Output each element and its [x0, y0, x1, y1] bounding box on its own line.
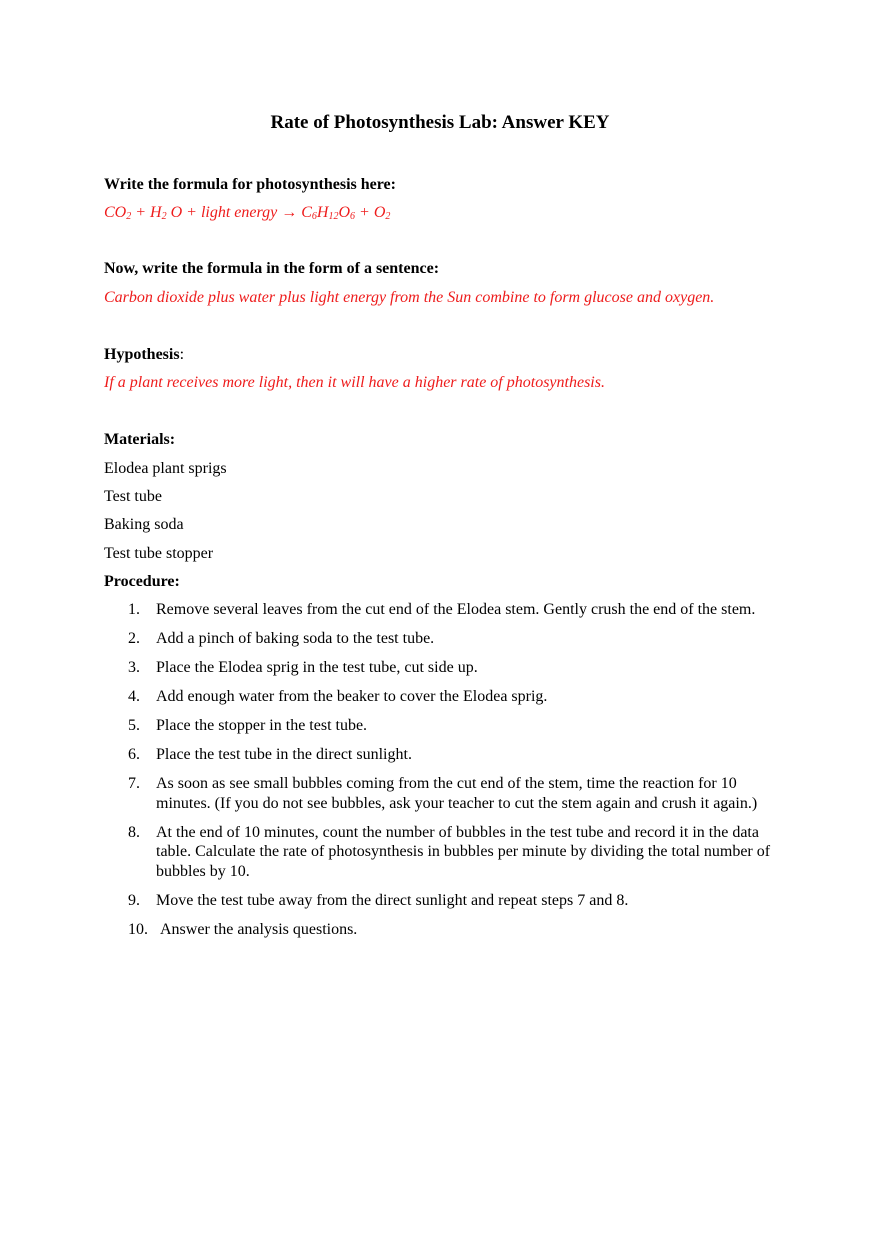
formula-plus3: + O — [355, 204, 386, 221]
procedure-step-number: 6. — [128, 746, 140, 763]
procedure-step-number: 9. — [128, 891, 140, 909]
formula-o3-sub: 2 — [385, 211, 391, 222]
formula-plus2: + light energy → C — [182, 204, 312, 221]
procedure-step — [104, 629, 784, 649]
procedure-step — [104, 745, 784, 765]
procedure-step-text: Place the stopper in the test tube. — [156, 717, 368, 734]
formula-plus1: + — [131, 204, 151, 221]
hypothesis-answer: If a plant receives more light, then it will have a higher rate of photosynthesis. — [104, 374, 605, 391]
procedure-step-number: 8. — [128, 823, 140, 841]
procedure-step-number: 7. — [128, 775, 140, 792]
materials-heading: Materials: — [104, 431, 176, 448]
formula-o2: O — [338, 204, 351, 221]
formula-co: CO — [104, 204, 127, 221]
procedure-list — [104, 600, 784, 949]
formula-prompt: Write the formula for photosynthesis here: — [104, 176, 396, 193]
formula-c-sub: 6 — [311, 211, 317, 222]
materials-item: Elodea plant sprigs — [104, 460, 227, 477]
procedure-step-number: 1. — [128, 601, 140, 618]
procedure-step — [104, 716, 784, 736]
procedure-step-text: Place the Elodea sprig in the test tube, cut side up. — [156, 659, 478, 676]
procedure-heading: Procedure: — [104, 573, 180, 590]
procedure-step — [104, 658, 784, 678]
procedure-step — [104, 600, 784, 620]
formula-answer — [104, 203, 390, 223]
formula-h: H — [150, 204, 162, 221]
sentence-prompt: Now, write the formula in the form of a sentence: — [104, 260, 440, 277]
procedure-step-text: Remove several leaves from the cut end of the Elodea stem. Gently crush the end of the stem. — [156, 601, 756, 618]
formula-co-sub: 2 — [126, 211, 132, 222]
procedure-step-text: Move the test tube away from the direct sunlight and repeat steps 7 and 8. — [156, 891, 629, 909]
procedure-step — [104, 920, 784, 940]
procedure-step-number: 4. — [128, 688, 140, 705]
materials-item: Test tube stopper — [104, 545, 214, 562]
procedure-step-number: 10. — [128, 920, 148, 938]
procedure-step-number: 5. — [128, 717, 140, 734]
formula-o2-sub: 6 — [350, 211, 356, 222]
procedure-step — [104, 823, 784, 882]
procedure-step-text: At the end of 10 minutes, count the number of bubbles in the test tube and record it in the data table. Calculate the rate of photosynthesis in bubbles per minute by dividing the total number of bubbles by 10. — [156, 823, 771, 880]
hypothesis-label: Hypothesis — [104, 346, 180, 363]
procedure-step-text: Add a pinch of baking soda to the test tube. — [156, 630, 435, 647]
procedure-step-text: Place the test tube in the direct sunlight. — [156, 746, 412, 763]
formula-h2: H — [316, 204, 329, 221]
procedure-step-text: Add enough water from the beaker to cover the Elodea sprig. — [156, 688, 548, 705]
procedure-step-text: Answer the analysis questions. — [160, 920, 358, 938]
formula-h-sub: 2 — [161, 211, 167, 222]
page-title: Rate of Photosynthesis Lab: Answer KEY — [270, 112, 610, 133]
materials-item: Test tube — [104, 488, 162, 505]
procedure-step — [104, 774, 784, 813]
procedure-step-number: 3. — [128, 659, 140, 676]
formula-h2-sub: 12 — [328, 211, 339, 222]
procedure-step-text: As soon as see small bubbles coming from the cut end of the stem, time the reaction for 10 minutes. (If you do not see bubbles, ask your teacher to cut the stem again and crush it again.) — [156, 775, 758, 812]
procedure-step — [104, 891, 784, 911]
procedure-step — [104, 687, 784, 707]
procedure-step-number: 2. — [128, 630, 140, 647]
sentence-answer: Carbon dioxide plus water plus light energy from the Sun combine to form glucose and oxygen. — [104, 289, 715, 306]
hypothesis-heading — [104, 345, 184, 365]
hypothesis-colon: : — [179, 346, 185, 363]
materials-item: Baking soda — [104, 516, 184, 533]
formula-o-water: O — [166, 204, 183, 221]
